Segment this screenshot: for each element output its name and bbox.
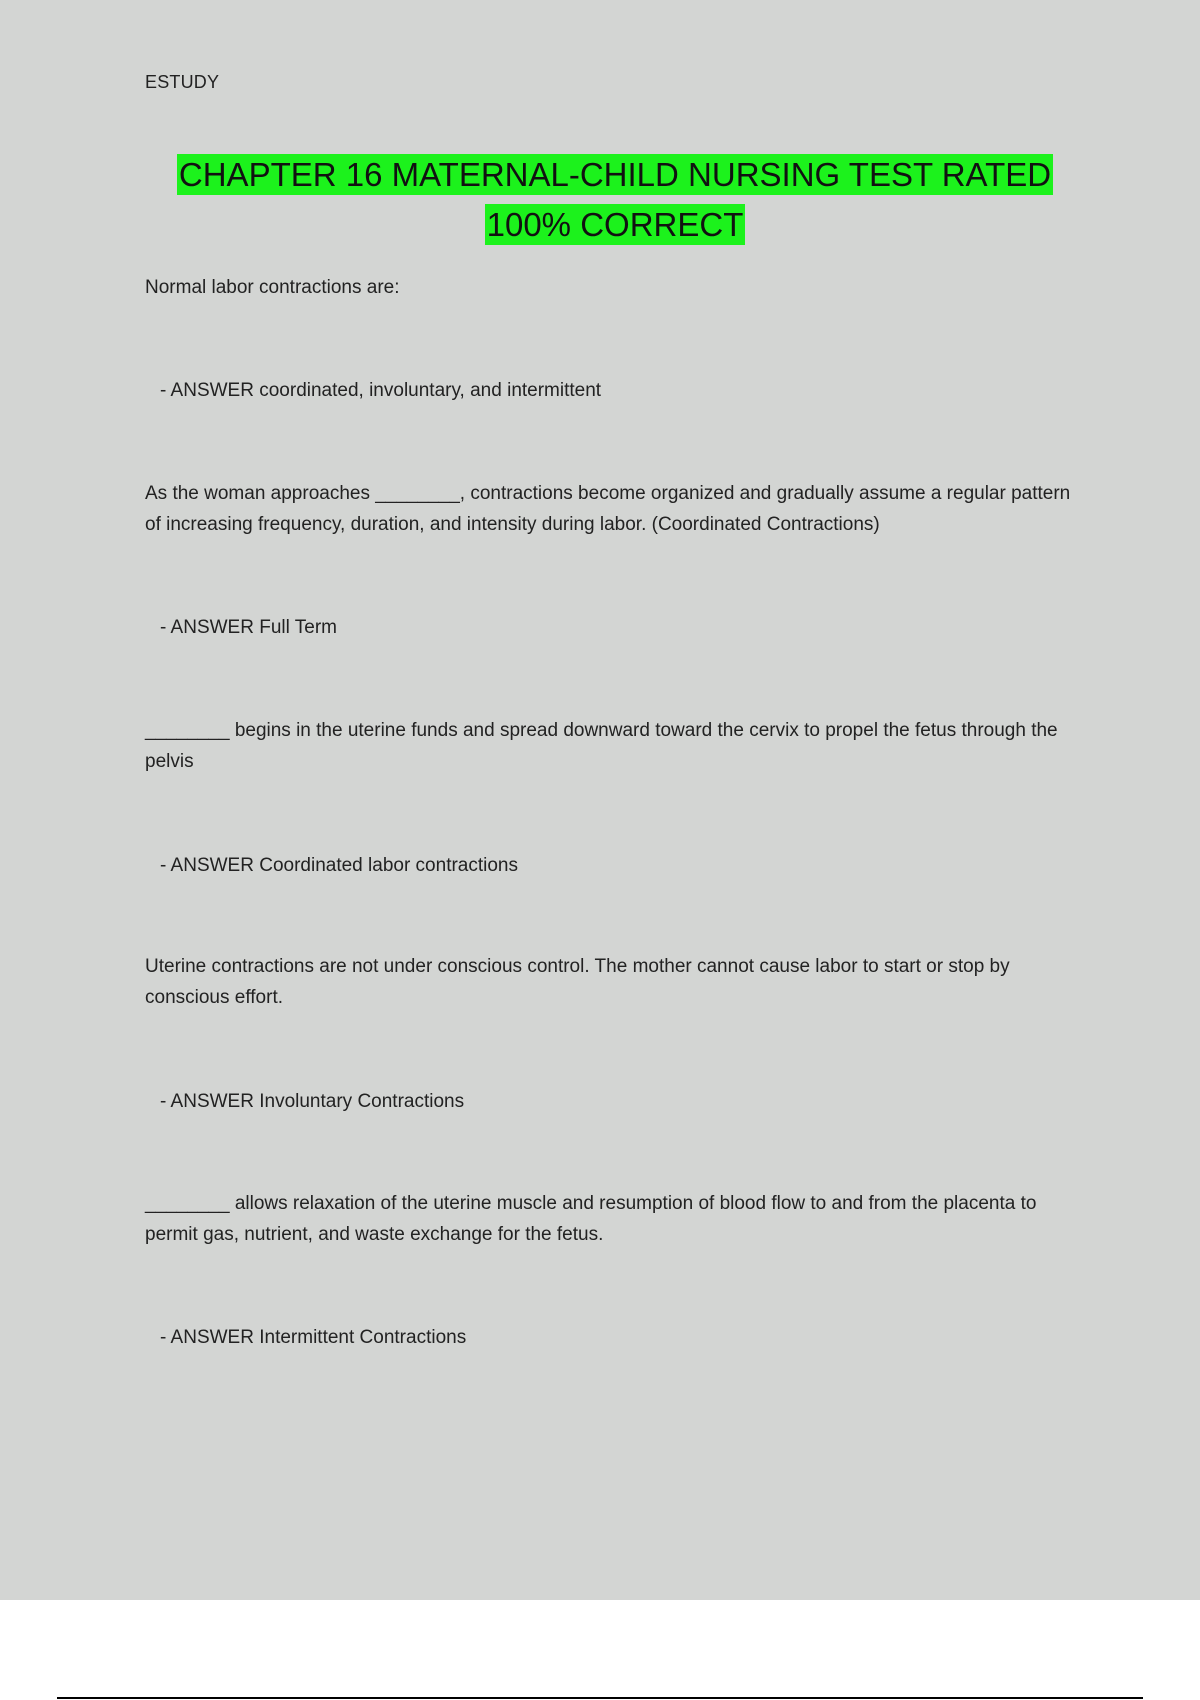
document-title-text: CHAPTER 16 MATERNAL-CHILD NURSING TEST RATED 100% CORRECT xyxy=(178,156,1052,243)
answer-5: - ANSWER Intermittent Contractions xyxy=(160,1327,467,1348)
answer-2: - ANSWER Full Term xyxy=(160,617,338,638)
question-2: As the woman approaches ________, contractions become organized and gradually assume a regular pattern of increasing frequency, duration, and intensity during labor. (Coordinated Contractions) xyxy=(145,483,1071,535)
question-3: ________ begins in the uterine funds and spread downward toward the cervix to propel the fetus through the pelvis xyxy=(145,720,1058,772)
answer-3: - ANSWER Coordinated labor contractions xyxy=(160,855,518,876)
document-title xyxy=(145,150,1085,250)
header-label: ESTUDY xyxy=(145,72,220,92)
question-1: Normal labor contractions are: xyxy=(145,277,400,298)
question-4: Uterine contractions are not under conscious control. The mother cannot cause labor to start or stop by conscious effort. xyxy=(145,956,1010,1008)
question-5: ________ allows relaxation of the uterine muscle and resumption of blood flow to and from the placenta to permit gas, nutrient, and waste exchange for the fetus. xyxy=(145,1193,1037,1245)
answer-4: - ANSWER Involuntary Contractions xyxy=(160,1091,465,1112)
answer-1: - ANSWER coordinated, involuntary, and intermittent xyxy=(160,380,602,401)
footer-divider xyxy=(57,1697,1143,1699)
